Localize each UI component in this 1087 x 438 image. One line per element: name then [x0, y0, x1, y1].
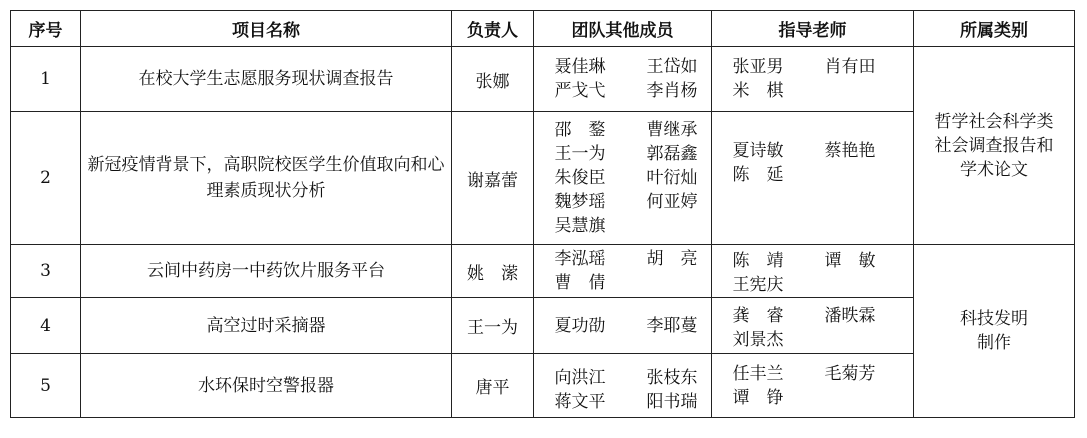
row-index: 3: [11, 245, 81, 298]
table-row: [11, 47, 1075, 112]
member-name: 何亚婷: [646, 192, 698, 212]
project-leader: 谢嘉蕾: [452, 112, 534, 245]
header-members: 团队其他成员: [534, 11, 712, 47]
member-name: 叶衍灿: [646, 168, 698, 188]
member-name: 阳书瑞: [646, 391, 698, 412]
advisor-name: 肖有田: [824, 57, 876, 77]
member-name: 夏功劭: [554, 315, 606, 336]
advisors: [712, 354, 914, 418]
header-index: 序号: [11, 11, 81, 47]
category-line: 科技发明: [960, 309, 1028, 329]
member-name: 王岱如: [646, 57, 698, 77]
advisor-name: 陈 靖: [732, 251, 784, 271]
member-name: 蒋文平: [554, 391, 606, 412]
project-name: 云间中药房一中药饮片服务平台: [81, 245, 452, 298]
team-members: [534, 47, 712, 112]
category-line: 社会调查报告和: [934, 135, 1054, 156]
project-leader: 唐平: [452, 354, 534, 418]
advisor-name: 潘昳霖: [824, 305, 876, 326]
header-advisors: 指导老师: [712, 11, 914, 47]
header-row: [11, 11, 1075, 47]
member-name: 郭磊鑫: [646, 144, 698, 164]
category-line: 学术论文: [960, 159, 1028, 180]
advisor-name: 蔡艳艳: [824, 141, 876, 161]
advisor-name: 毛菊芳: [824, 363, 876, 384]
category-line: 制作: [977, 333, 1011, 353]
member-name: 李泓瑶: [554, 249, 606, 269]
member-name: 邵 鍪: [554, 120, 606, 140]
advisor-name: 王宪庆: [732, 275, 784, 295]
row-index: 5: [11, 354, 81, 418]
advisor-name: 谭 敏: [824, 251, 876, 271]
project-name: 水环保时空警报器: [81, 354, 452, 418]
header-category: 所属类别: [914, 11, 1075, 47]
project-table: [10, 10, 1075, 418]
member-name: 胡 亮: [646, 249, 698, 269]
member-name: 聂佳琳: [554, 57, 606, 77]
member-name: 严戈弋: [554, 81, 606, 101]
team-members: [534, 354, 712, 418]
member-name: 李肖杨: [646, 81, 698, 101]
advisor-name: 刘景杰: [732, 329, 784, 350]
member-name: 张枝东: [646, 367, 698, 388]
header-project-name: 项目名称: [81, 11, 452, 47]
advisor-name: 任丰兰: [732, 363, 784, 384]
table-row: [11, 245, 1075, 298]
member-name: 吴慧旗: [554, 216, 606, 236]
header-leader: 负责人: [452, 11, 534, 47]
member-name: 向洪江: [554, 367, 606, 388]
member-name: 魏梦瑶: [554, 192, 606, 212]
project-leader: 姚 潆: [452, 245, 534, 298]
advisor-name: 夏诗敏: [732, 141, 784, 161]
advisor-name: 米 棋: [732, 81, 784, 101]
advisor-name: 龚 睿: [732, 305, 784, 326]
member-name: 李耶蔓: [646, 315, 698, 336]
advisors: [712, 245, 914, 298]
advisor-name: 谭 铮: [732, 387, 784, 408]
project-name: 高空过时采摘器: [81, 298, 452, 354]
advisors: [712, 112, 914, 245]
row-index: 2: [11, 112, 81, 245]
project-name: 新冠疫情背景下，高职院校医学生价值取向和心理素质现状分析: [81, 112, 452, 245]
team-members: [534, 112, 712, 245]
category-cell: [914, 245, 1075, 418]
category-cell: [914, 47, 1075, 245]
project-leader: 王一为: [452, 298, 534, 354]
advisor-name: 陈 延: [732, 165, 784, 185]
team-members: [534, 298, 712, 354]
member-name: 朱俊臣: [554, 168, 606, 188]
project-name: 在校大学生志愿服务现状调查报告: [81, 47, 452, 112]
advisors: [712, 47, 914, 112]
member-name: 王一为: [554, 144, 606, 164]
project-leader: 张娜: [452, 47, 534, 112]
advisors: [712, 298, 914, 354]
advisor-name: 张亚男: [732, 57, 784, 77]
member-name: 曹继承: [646, 120, 698, 140]
row-index: 1: [11, 47, 81, 112]
category-line: 哲学社会科学类: [934, 111, 1054, 132]
team-members: [534, 245, 712, 298]
row-index: 4: [11, 298, 81, 354]
member-name: 曹 倩: [554, 273, 606, 293]
